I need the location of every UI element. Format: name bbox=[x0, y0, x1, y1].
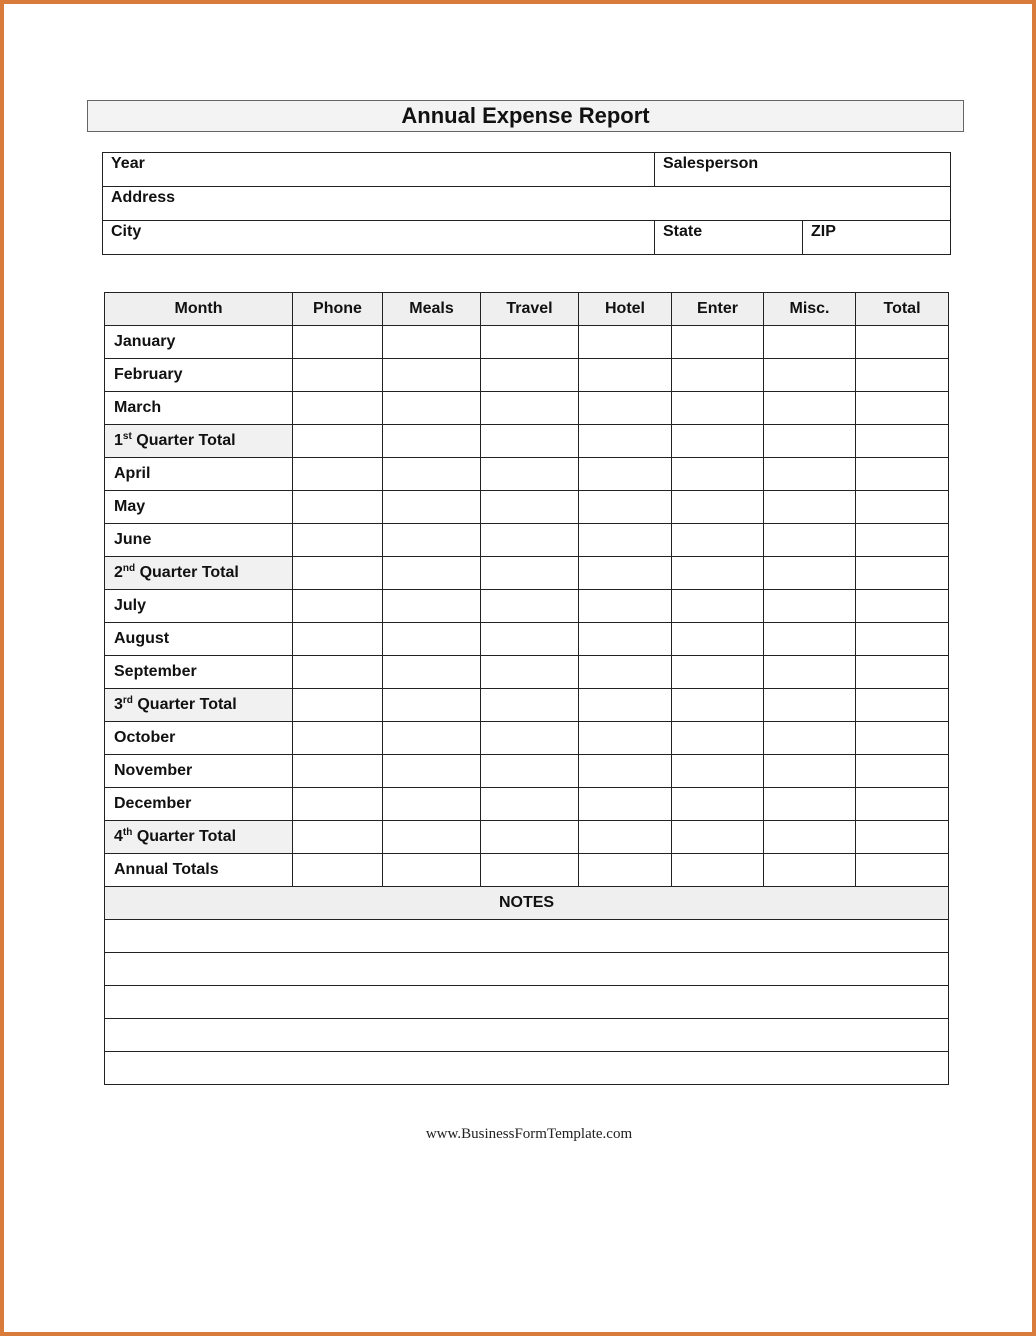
row-label: September bbox=[105, 656, 293, 689]
cell[interactable] bbox=[764, 491, 856, 524]
row-october bbox=[105, 722, 949, 755]
cell[interactable] bbox=[293, 722, 383, 755]
cell[interactable] bbox=[764, 425, 856, 458]
cell[interactable] bbox=[383, 557, 481, 590]
ordinal-suffix: st bbox=[122, 431, 132, 442]
row-label bbox=[105, 689, 293, 722]
notes-line bbox=[105, 920, 949, 953]
cell[interactable] bbox=[764, 359, 856, 392]
quarter-label: Quarter Total bbox=[137, 696, 237, 713]
cell[interactable] bbox=[383, 590, 481, 623]
cell[interactable] bbox=[856, 458, 949, 491]
cell[interactable] bbox=[856, 590, 949, 623]
cell[interactable] bbox=[672, 656, 764, 689]
cell[interactable] bbox=[764, 722, 856, 755]
quarter-label: Quarter Total bbox=[136, 432, 236, 449]
cell[interactable] bbox=[672, 557, 764, 590]
row-april bbox=[105, 458, 949, 491]
cell[interactable] bbox=[856, 689, 949, 722]
cell[interactable] bbox=[672, 623, 764, 656]
cell[interactable] bbox=[293, 755, 383, 788]
cell[interactable] bbox=[481, 722, 579, 755]
row-august bbox=[105, 623, 949, 656]
col-month: Month bbox=[105, 293, 293, 326]
row-label bbox=[105, 821, 293, 854]
cell[interactable] bbox=[764, 755, 856, 788]
quarter-number: 3 bbox=[114, 696, 123, 713]
quarter-number: 4 bbox=[114, 828, 123, 845]
cell[interactable] bbox=[764, 590, 856, 623]
notes-heading: NOTES bbox=[105, 887, 949, 920]
ordinal-suffix: th bbox=[122, 827, 133, 838]
cell[interactable] bbox=[579, 722, 672, 755]
cell[interactable] bbox=[481, 557, 579, 590]
row-september bbox=[105, 656, 949, 689]
cell[interactable] bbox=[856, 854, 949, 887]
cell[interactable] bbox=[672, 788, 764, 821]
ordinal-suffix: nd bbox=[122, 563, 136, 574]
cell[interactable] bbox=[579, 392, 672, 425]
cell[interactable] bbox=[481, 590, 579, 623]
cell[interactable] bbox=[383, 623, 481, 656]
cell[interactable] bbox=[383, 458, 481, 491]
notes-line bbox=[105, 953, 949, 986]
quarter-label: Quarter Total bbox=[139, 564, 239, 581]
cell[interactable] bbox=[764, 788, 856, 821]
cell[interactable] bbox=[579, 821, 672, 854]
cell[interactable] bbox=[856, 491, 949, 524]
cell[interactable] bbox=[856, 623, 949, 656]
cell[interactable] bbox=[481, 821, 579, 854]
row-june bbox=[105, 524, 949, 557]
col-enter: Enter bbox=[672, 293, 764, 326]
info-fields bbox=[102, 152, 951, 255]
cell[interactable] bbox=[672, 524, 764, 557]
cell[interactable] bbox=[579, 656, 672, 689]
cell[interactable] bbox=[856, 656, 949, 689]
cell[interactable] bbox=[672, 359, 764, 392]
col-misc: Misc. bbox=[764, 293, 856, 326]
cell[interactable] bbox=[579, 524, 672, 557]
cell[interactable] bbox=[764, 689, 856, 722]
cell[interactable] bbox=[764, 326, 856, 359]
col-meals: Meals bbox=[383, 293, 481, 326]
cell[interactable] bbox=[856, 524, 949, 557]
cell[interactable] bbox=[579, 557, 672, 590]
cell[interactable] bbox=[672, 458, 764, 491]
cell[interactable] bbox=[856, 722, 949, 755]
notes-line bbox=[105, 1019, 949, 1052]
row-label: July bbox=[105, 590, 293, 623]
cell[interactable] bbox=[856, 755, 949, 788]
cell[interactable] bbox=[383, 689, 481, 722]
year-field[interactable]: Year bbox=[103, 153, 655, 187]
cell[interactable] bbox=[293, 656, 383, 689]
cell[interactable] bbox=[383, 491, 481, 524]
cell[interactable] bbox=[672, 425, 764, 458]
cell[interactable] bbox=[293, 458, 383, 491]
cell[interactable] bbox=[856, 359, 949, 392]
cell[interactable] bbox=[579, 689, 672, 722]
cell[interactable] bbox=[764, 821, 856, 854]
cell[interactable] bbox=[383, 854, 481, 887]
cell[interactable] bbox=[672, 722, 764, 755]
cell[interactable] bbox=[383, 821, 481, 854]
cell[interactable] bbox=[672, 821, 764, 854]
cell[interactable] bbox=[481, 623, 579, 656]
header-row bbox=[105, 293, 949, 326]
cell[interactable] bbox=[293, 392, 383, 425]
row-may bbox=[105, 491, 949, 524]
cell[interactable] bbox=[856, 821, 949, 854]
cell[interactable] bbox=[672, 590, 764, 623]
notes-input[interactable] bbox=[105, 1052, 949, 1085]
cell[interactable] bbox=[672, 854, 764, 887]
salesperson-field[interactable]: Salesperson bbox=[655, 153, 951, 187]
cell[interactable] bbox=[481, 425, 579, 458]
cell[interactable] bbox=[293, 326, 383, 359]
cell[interactable] bbox=[383, 524, 481, 557]
cell[interactable] bbox=[672, 689, 764, 722]
cell[interactable] bbox=[383, 656, 481, 689]
row-annual-totals bbox=[105, 854, 949, 887]
cell[interactable] bbox=[481, 854, 579, 887]
row-q1-total bbox=[105, 425, 949, 458]
cell[interactable] bbox=[764, 557, 856, 590]
row-label: January bbox=[105, 326, 293, 359]
cell[interactable] bbox=[293, 821, 383, 854]
cell[interactable] bbox=[293, 623, 383, 656]
row-january bbox=[105, 326, 949, 359]
cell[interactable] bbox=[481, 689, 579, 722]
notes-input[interactable] bbox=[105, 920, 949, 953]
notes-input[interactable] bbox=[105, 953, 949, 986]
city-field[interactable]: City bbox=[103, 221, 655, 255]
cell[interactable] bbox=[293, 491, 383, 524]
cell[interactable] bbox=[481, 326, 579, 359]
cell[interactable] bbox=[579, 326, 672, 359]
row-july bbox=[105, 590, 949, 623]
cell[interactable] bbox=[383, 392, 481, 425]
cell[interactable] bbox=[579, 359, 672, 392]
cell[interactable] bbox=[856, 425, 949, 458]
quarter-number: 2 bbox=[114, 564, 123, 581]
row-label: June bbox=[105, 524, 293, 557]
row-label: November bbox=[105, 755, 293, 788]
footer-url: www.BusinessFormTemplate.com bbox=[425, 1126, 633, 1142]
row-label: Annual Totals bbox=[105, 854, 293, 887]
row-label bbox=[105, 425, 293, 458]
cell[interactable] bbox=[579, 458, 672, 491]
notes-line bbox=[105, 986, 949, 1019]
cell[interactable] bbox=[481, 458, 579, 491]
cell[interactable] bbox=[764, 656, 856, 689]
row-label: April bbox=[105, 458, 293, 491]
cell[interactable] bbox=[764, 623, 856, 656]
col-total: Total bbox=[856, 293, 949, 326]
cell[interactable] bbox=[383, 359, 481, 392]
cell[interactable] bbox=[481, 392, 579, 425]
notes-input[interactable] bbox=[105, 986, 949, 1019]
cell[interactable] bbox=[481, 491, 579, 524]
row-q3-total bbox=[105, 689, 949, 722]
row-march bbox=[105, 392, 949, 425]
row-q2-total bbox=[105, 557, 949, 590]
notes-header-row bbox=[105, 887, 949, 920]
cell[interactable] bbox=[293, 590, 383, 623]
cell[interactable] bbox=[672, 326, 764, 359]
cell[interactable] bbox=[481, 788, 579, 821]
cell[interactable] bbox=[383, 755, 481, 788]
cell[interactable] bbox=[579, 788, 672, 821]
row-label bbox=[105, 557, 293, 590]
zip-field[interactable]: ZIP bbox=[803, 221, 951, 255]
cell[interactable] bbox=[383, 425, 481, 458]
cell[interactable] bbox=[579, 623, 672, 656]
cell[interactable] bbox=[764, 854, 856, 887]
row-label: March bbox=[105, 392, 293, 425]
col-travel: Travel bbox=[481, 293, 579, 326]
cell[interactable] bbox=[856, 788, 949, 821]
cell[interactable] bbox=[293, 854, 383, 887]
row-label: October bbox=[105, 722, 293, 755]
expense-table bbox=[104, 292, 949, 1085]
cell[interactable] bbox=[856, 326, 949, 359]
cell[interactable] bbox=[764, 458, 856, 491]
cell[interactable] bbox=[481, 656, 579, 689]
cell[interactable] bbox=[856, 392, 949, 425]
row-december bbox=[105, 788, 949, 821]
cell[interactable] bbox=[293, 557, 383, 590]
cell[interactable] bbox=[672, 491, 764, 524]
notes-input[interactable] bbox=[105, 1019, 949, 1052]
row-q4-total bbox=[105, 821, 949, 854]
cell[interactable] bbox=[293, 689, 383, 722]
cell[interactable] bbox=[579, 755, 672, 788]
cell[interactable] bbox=[579, 491, 672, 524]
cell[interactable] bbox=[764, 524, 856, 557]
state-field[interactable]: State bbox=[655, 221, 803, 255]
col-phone: Phone bbox=[293, 293, 383, 326]
cell[interactable] bbox=[764, 392, 856, 425]
cell[interactable] bbox=[293, 425, 383, 458]
notes-line bbox=[105, 1052, 949, 1085]
cell[interactable] bbox=[293, 359, 383, 392]
row-november bbox=[105, 755, 949, 788]
col-hotel: Hotel bbox=[579, 293, 672, 326]
quarter-number: 1 bbox=[114, 432, 123, 449]
row-label: August bbox=[105, 623, 293, 656]
cell[interactable] bbox=[579, 854, 672, 887]
cell[interactable] bbox=[856, 557, 949, 590]
cell[interactable] bbox=[481, 524, 579, 557]
report-title: Annual Expense Report bbox=[87, 100, 964, 132]
cell[interactable] bbox=[293, 788, 383, 821]
cell[interactable] bbox=[293, 524, 383, 557]
cell[interactable] bbox=[672, 755, 764, 788]
cell[interactable] bbox=[672, 392, 764, 425]
cell[interactable] bbox=[383, 788, 481, 821]
row-label: February bbox=[105, 359, 293, 392]
cell[interactable] bbox=[383, 326, 481, 359]
row-label: May bbox=[105, 491, 293, 524]
cell[interactable] bbox=[579, 425, 672, 458]
cell[interactable] bbox=[481, 359, 579, 392]
ordinal-suffix: rd bbox=[122, 695, 133, 706]
quarter-label: Quarter Total bbox=[136, 828, 237, 845]
cell[interactable] bbox=[383, 722, 481, 755]
row-label: December bbox=[105, 788, 293, 821]
cell[interactable] bbox=[579, 590, 672, 623]
cell[interactable] bbox=[481, 755, 579, 788]
address-field[interactable]: Address bbox=[103, 187, 951, 221]
row-february bbox=[105, 359, 949, 392]
